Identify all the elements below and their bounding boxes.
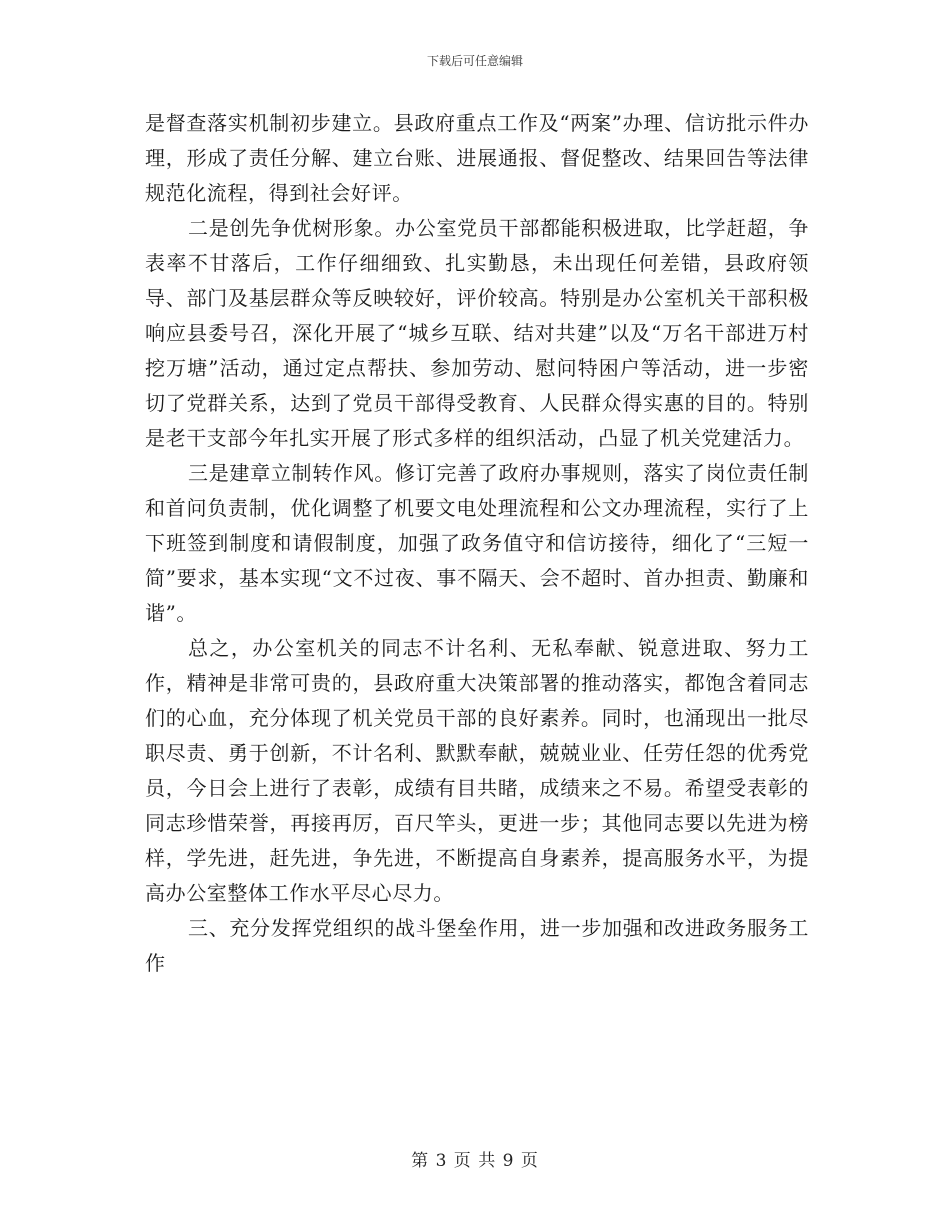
- page-number: 第 3 页 共 9 页: [411, 1151, 539, 1171]
- document-body: [145, 106, 809, 981]
- paragraph-summary: 总之，办公室机关的同志不计名利、无私奉献、锐意进取、努力工作，精神是非常可贵的，县政府重大决策部署的推动落实，都饱含着同志们的心血，充分体现了机关党员干部的良好素养。同时，也涌现出一批尽职尽责、勇于创新，不计名利、默默奉献，兢兢业业、任劳任怨的优秀党员，今日会上进行了表彰，成绩有目共睹，成绩来之不易。希望受表彰的同志珍惜荣誉，再接再厉，百尺竿头，更进一步；其他同志要以先进为榜样，学先进，赶先进，争先进，不断提高自身素养，提高服务水平，为提高办公室整体工作水平尽心尽力。: [145, 636, 809, 905]
- page-header-note: 下载后可任意编辑: [426, 54, 523, 68]
- paragraph-regulations: 三是建章立制转作风。修订完善了政府办事规则，落实了岗位责任制和首问负责制，优化调整了机要文电处理流程和公文办理流程，实行了上下班签到制度和请假制度，加强了政务值守和信访接待，细化了“三短一简”要求，基本实现“文不过夜、事不隔天、会不超时、首办担责、勤廉和谐”。: [145, 461, 809, 625]
- section-heading-three: 三、充分发挥党组织的战斗堡垒作用，进一步加强和改进政务服务工作: [145, 916, 809, 975]
- paragraph-excellence: 二是创先争优树形象。办公室党员干部都能积极进取，比学赶超，争表率不甘落后，工作仔细细致、扎实勤恳，未出现任何差错，县政府领导、部门及基层群众等反映较好，评价较高。特别是办公室机关干部积极响应县委号召，深化开展了“城乡互联、结对共建”以及“万名干部进万村挖万塘”活动，通过定点帮扶、参加劳动、慰问特困户等活动，进一步密切了党群关系，达到了党员干部得受教育、人民群众得实惠的目的。特别是老干支部今年扎实开展了形式多样的组织活动，凸显了机关党建活力。: [145, 216, 809, 450]
- paragraph-continuation: 是督查落实机制初步建立。县政府重点工作及“两案”办理、信访批示件办理，形成了责任分解、建立台账、进展通报、督促整改、结果回告等法律规范化流程，得到社会好评。: [145, 111, 809, 205]
